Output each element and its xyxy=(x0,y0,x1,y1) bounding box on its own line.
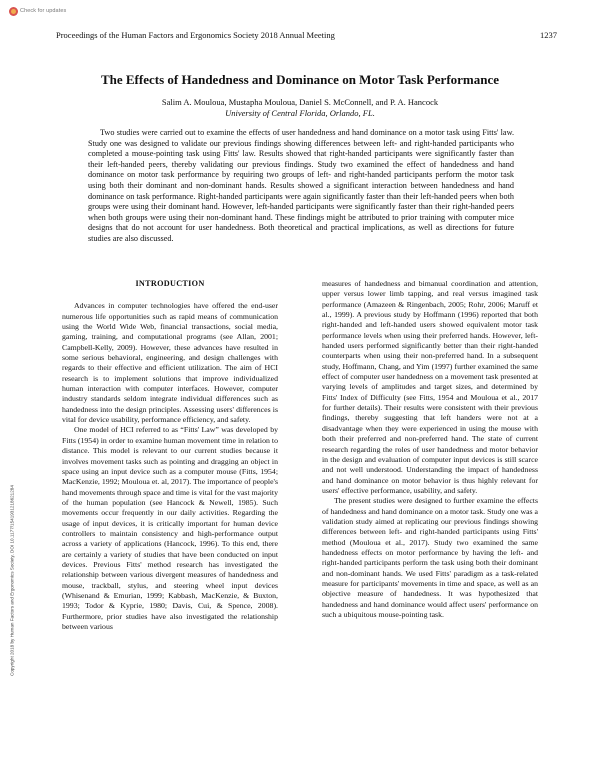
affiliation: University of Central Florida, Orlando, FL. xyxy=(225,108,375,118)
copyright-side-note: Copyright 2018 by Human Factors and Ergonomics Society. DOI 10.1177/1541931218621284 xyxy=(9,485,15,676)
abstract: Two studies were carried out to examine the effects of user handedness and hand dominance on a motor task using Fitts' law. Study one was designed to validate our previous findings showing differences between left- and right-handed participants who completed a mouse-pointing task using Fitts' law. Results showed that right-handed participants were significantly faster than their left-handed peers, thereby validating our previous findings. Study two examined the effect of handedness and hand dominance on motor task performance by requiring two groups of left- and right-handed participants perform the motor task using both their dominant and non-dominant hands. Results showed a significant interaction between handedness and hand dominance on task performance. Right-handed participants were again significantly faster than their left-handed peers when both groups were using their dominant hand. However, left-handed participants were significantly faster than their right-handed peers when both groups were using their non-dominant hand. These findings might be attributed to prior training with computer mice designs that do not account for user handedness. Both theoretical and practical implications, as well as directions for future studies are also discussed. xyxy=(88,128,514,243)
paragraph: The present studies were designed to further examine the effects of handedness and hand dominance on a motor task. Study one was a validation study aimed at replicating our previous findings showing differences between left- and right-handed participants using Fitts' method (Mouloua et al., 2017). Study two examined the same handedness effects on motor performance by having the left- and right-handed participants perform the task using both their dominant and non-dominant hands. We used Fitts' paradigm as a task-related measure for participants' movements in time and space, as well as an objective measure of handedness. It was hypothesized that handedness and hand dominance would affect users' performance on such a ubiquitous mouse-pointing task. xyxy=(322,496,538,619)
running-head: Proceedings of the Human Factors and Ergonomics Society 2018 Annual Meeting xyxy=(56,30,335,40)
paragraph: One model of HCI referred to as “Fitts' Law” was developed by Fitts (1954) in order to examine human movement time in relation to distance. This model is relevant to our current studies because it involves movement tasks such as pointing and dragging an object in space using an input device such as a computer mouse (Fitts, 1954; MacKenzie, 1992; Mouloua et. al, 2017). The importance of people's hand movements through space and time is vital for the vast majority of the human population (see Hancock & Newell, 1985). Such movements occur frequently in our daily activities. Regarding the usage of input devices, it is critically important for human device controllers to maintain consistency and high-performance output across a variety of applications (Hancock, 1996). To this end, there are certainly a variety of studies that have been conducted on input devices. Previous Fitts' method research has investigated the relationship between various divergent measures of handedness and mouse, trackball, stylus, and steering wheel input devices (Whisenand & Emurian, 1999; Kabbash, MacKenzie, & Buxton, 1993; Todor & Kyprie, 1980; Davis, Cui, & Spence, 2008). Furthermore, prior studies have also investigated the relationship between various xyxy=(62,425,278,631)
paragraph: Advances in computer technologies have offered the end-user numerous life opportunities such as rapid means of communication using the World Wide Web, financial transactions, social media, gaming, training, and computational programs (see Allan, 2001; Campbell-Kelly, 2009). However, these advances have resulted in some serious behavioral, engineering, and design challenges with regards to their effective and efficient utilization. The aim of HCI research is to implement solutions that improve individualized human interaction with computer interfaces. However, computer industry standards seldom integrate individual differences such as handedness into the design principles. Assessing users' differences is vital for device usability, performance efficiency, and safety. xyxy=(62,301,278,425)
right-column xyxy=(322,279,538,620)
page-number: 1237 xyxy=(540,30,557,40)
check-for-updates-label: Check for updates xyxy=(20,8,67,14)
check-for-updates-icon xyxy=(9,7,18,16)
author-list: Salim A. Mouloua, Mustapha Mouloua, Daniel S. McConnell, and P. A. Hancock xyxy=(161,97,439,107)
paper-title: The Effects of Handedness and Dominance on Motor Task Performance xyxy=(100,72,500,87)
left-column xyxy=(62,279,278,632)
section-heading-introduction: INTRODUCTION xyxy=(135,279,205,288)
check-for-updates-badge[interactable] xyxy=(9,6,66,16)
paragraph: measures of handedness and bimanual coordination and attention, upper versus lower limb tapping, and real versus imagined task performance (Amazeen & Ringenbach, 2005; Rohr, 2006; Maruff et al., 1999). A previous study by Hoffmann (1996) reported that both right-handed and left-handed users showed equivalent motor task performance levels when using their preferred hands. However, left-handed users performed significantly better than their right-handed counterparts when using their non-preferred hand. In a subsequent study, Hoffmann, Chang, and Yim (1997) further examined the same effect of computer user handedness on a movement task presented at varying levels of amplitudes and target sizes, and determined by Fitts' Index of Difficulty (see Fitts, 1954 and Mouloua et al., 2017 for further details). Their results were consistent with their previous findings, thereby suggesting that left handers were not at a disadvantage when they were experienced in using the mouse with both their preferred and non-preferred hand. The state of current research regarding the roles of user handedness and motor behavior in the design and evaluation of computer input devices is still scarce and not well understood. Understanding the impact of handedness and hand dominance on motor behavior is thus highly relevant for users' effective performance, usability, and safety. xyxy=(322,279,538,495)
